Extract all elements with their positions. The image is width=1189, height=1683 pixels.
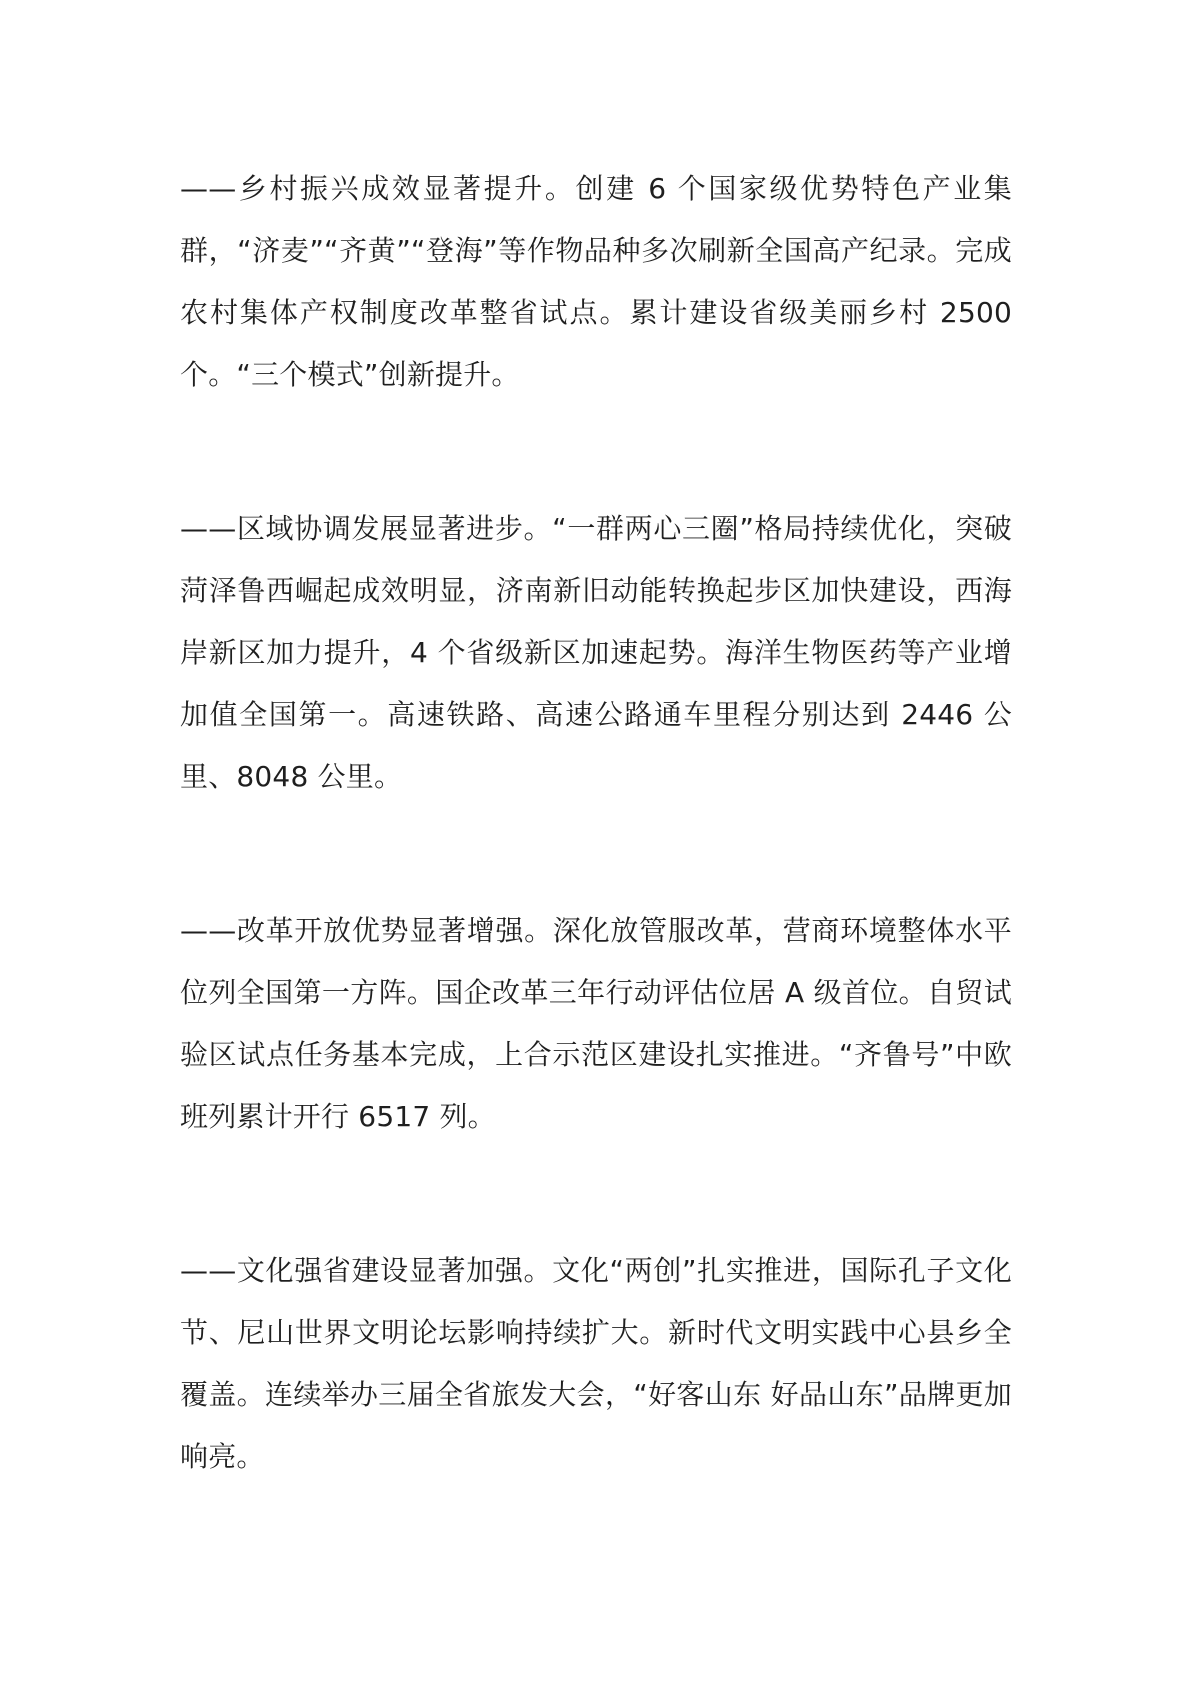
document-body: [180, 158, 1012, 1580]
paragraph-reform-opening: ——改革开放优势显著增强。深化放管服改革，营商环境整体水平位列全国第一方阵。国企改革三年行动评估位居 A 级首位。自贸试验区试点任务基本完成，上合示范区建设扎实推进。“齐鲁号”中欧班列累计开行 6517 列。: [180, 914, 1012, 1133]
paragraph-cultural-province: ——文化强省建设显著加强。文化“两创”扎实推进，国际孔子文化节、尼山世界文明论坛影响持续扩大。新时代文明实践中心县乡全覆盖。连续举办三届全省旅发大会，“好客山东 好品山东”品牌更加响亮。: [180, 1254, 1012, 1473]
paragraph-rural-revitalization: ——乡村振兴成效显著提升。创建 6 个国家级优势特色产业集群，“济麦”“齐黄”“登海”等作物品种多次刷新全国高产纪录。完成农村集体产权制度改革整省试点。累计建设省级美丽乡村 2500 个。“三个模式”创新提升。: [180, 172, 1012, 391]
paragraph-regional-development: ——区域协调发展显著进步。“一群两心三圈”格局持续优化，突破菏泽鲁西崛起成效明显，济南新旧动能转换起步区加快建设，西海岸新区加力提升，4 个省级新区加速起势。海洋生物医药等产业增加值全国第一。高速铁路、高速公路通车里程分别达到 2446 公里、8048 公里。: [180, 512, 1012, 793]
